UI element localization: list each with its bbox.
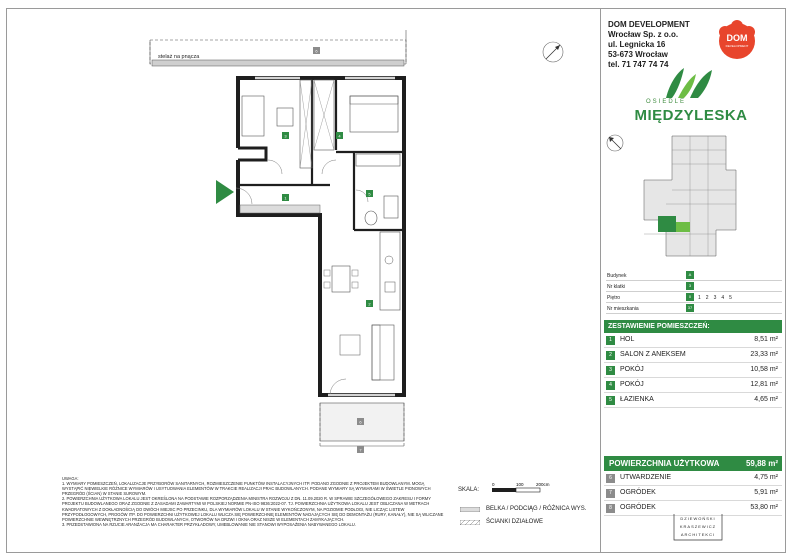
coffee-table [340, 335, 360, 355]
bed-room-3 [242, 96, 264, 136]
bathtub [356, 154, 400, 166]
scale-label: SKALA: [458, 487, 480, 493]
brand-small: OSIEDLE [646, 99, 687, 105]
beam [240, 205, 320, 213]
notes-title: UWAGA: [62, 476, 79, 481]
apartment-highlight [658, 216, 676, 232]
logo-subtext: DEVELOPMENT [725, 44, 749, 48]
toilet [365, 211, 377, 225]
bed-room-4 [350, 96, 398, 132]
dom-development-logo [716, 20, 758, 62]
sofa [372, 325, 394, 380]
room-row: 2 SALON Z ANEKSEM 23,33 m² [604, 348, 782, 363]
sheet-divider [600, 8, 601, 553]
outdoor-row: 6 UTWARDZENIE 4,75 m² [604, 471, 782, 486]
compass-icon [543, 42, 563, 62]
note-3: 3. PRZEDSTAWIONA NA RZUCIE ARANŻACJA MA CHARAKTER PRZYKŁADOWY, UMEBLOWANIE NIE STANOWI WYPOSAŻENIA NABYWANEGO LOKALU. [62, 521, 356, 527]
info-row-building: Budynek A [606, 270, 782, 281]
desk-room-3 [277, 108, 293, 126]
architect-logo [672, 512, 724, 542]
notes [62, 476, 444, 527]
outdoor-row: 7 OGRÓDEK 5,91 m² [604, 486, 782, 501]
note-2: 2. POWIERZCHNIA UŻYTKOWA LOKALU JEST OKREŚLONA NA PODSTAWIE ROZPORZĄDZENIA MINISTRA ROZWOJU Z DN. 11.09.2020 R. W SPRAWIE SZCZEGÓŁOWEGO ZAKRESU I FORMY PROJEKTU BUDOWLANEGO ORAZ ZGODNIE Z ZASADAMI ZAWARTYMI W POLSKIEJ NORMIE PN-ISO 9836:2022-07. TJ. POWIERZCHNIA UŻYTKOWA LOKALU JEST OBLICZANA W METRACH KWADRATOWYCH Z DOKŁADNOŚCIĄ DO DWÓCH MIEJSC PO PRZECINKU, DLA WYMIARÓW LOKALU W STANIE WYKOŃCZONYM, NA POZIOMIE PODŁOGI, NIE LICZĄC LISTEW PRZYPODŁOGOWYCH, PROGÓW ITP. DO POWIERZCHNI UŻYTKOWEJ LOKALU WLICZA SIĘ POWIERZCHNIĘ ELEMENTÓW NADAJĄCYCH SIĘ DO DEMONTAŻU (RURY, KANAŁY), NIE SĄ WLICZANE POWIERZCHNIE WEWNĘTRZNYCH PRZEGRÓD BUDOWLANYCH, OTWORÓW NA DRZWI I OKNA ORAZ NISZE W ELEMENTACH ZAMYKAJĄCYCH. [62, 496, 444, 522]
company-info [608, 20, 690, 70]
room-number-3: 3 [284, 133, 287, 139]
room-number-8: 6 [315, 48, 318, 54]
info-row-floor: Piętro 0 1 2 3 4 5 [606, 292, 782, 303]
room-number-4: 4 [338, 133, 341, 139]
building-minimap [636, 130, 782, 260]
entrance-arrow-icon [216, 180, 234, 204]
floor-list: 1 2 3 4 5 [698, 295, 732, 301]
note-1: 1. WYMIARY POMIESZCZEŃ, LOKALIZACJE PRZYBORÓW SANITARNYCH, ROZMIESZCZENIE PUNKTÓW INSTALACYJNYCH ITP. PODANO ZGODNIE Z PROJEKTEM BUDOWLANYM. MOGĄ WYSTĄPIĆ NIEWIELKIE RÓŻNICE WYMIARÓW I USYTUOWANIA ELEMENTÓW W TRAKCIE REALIZACJI PRAC BUDOWLANYCH. PODANE WYMIARY SĄ WYMIARAMI W ŚWIETLE PIONOWYCH PRZEGRÓD (ŚCIAN) W STANIE SUROWYM. [62, 481, 431, 497]
kitchen-counter [380, 232, 400, 310]
room-row: 1 HOL 8,51 m² [604, 333, 782, 348]
room-number-2: 2 [368, 301, 371, 307]
scale-bar [490, 480, 560, 498]
washbasin [384, 196, 398, 218]
room-row: 5 ŁAZIENKA 4,65 m² [604, 393, 782, 408]
trellis [152, 60, 404, 66]
outdoor-row: 8 OGRÓDEK 53,80 m² [604, 501, 782, 516]
room-row: 4 POKÓJ 12,81 m² [604, 378, 782, 393]
usable-area-bar [604, 456, 782, 471]
trellis-label: stelaż na pnącza [158, 54, 200, 60]
rooms-header: ZESTAWIENIE POMIESZCZEŃ: [604, 320, 782, 333]
outdoor-list [604, 471, 782, 516]
architect-line1: DZIEWOŃSKI [680, 516, 716, 521]
room-number-7: 7 [359, 447, 362, 453]
company-street: ul. Legnicka 16 [608, 40, 666, 49]
company-city: 53-673 Wrocław [608, 50, 668, 59]
room-number-5: 5 [368, 191, 371, 197]
room-number-6: 6 [359, 419, 362, 425]
svg-text:200cm: 200cm [536, 482, 550, 487]
architect-line2: KRASZEWICZ [679, 524, 717, 529]
info-row-apartment: Nr mieszkania 37 [606, 303, 782, 314]
usable-area-value: 59,88 m² [745, 459, 778, 468]
compass-small-icon [600, 128, 630, 158]
leaf-logo-icon [626, 64, 756, 100]
logo-text: DOM [726, 33, 748, 43]
apartment-info-table [606, 270, 782, 314]
rooms-list [604, 333, 782, 408]
brand-name: MIĘDZYLESKA [634, 107, 748, 124]
room-row: 3 POKÓJ 10,58 m² [604, 363, 782, 378]
company-name: DOM DEVELOPMENT [608, 20, 690, 29]
svg-text:100: 100 [516, 482, 524, 487]
svg-text:0: 0 [492, 482, 495, 487]
company-phone: tel. 71 747 74 74 [608, 60, 669, 69]
room-number-1: 1 [284, 195, 287, 201]
company-entity: Wrocław Sp. z o.o. [608, 30, 679, 39]
info-row-staircase: Nr klatki 3 [606, 281, 782, 292]
usable-area-label: POWIERZCHNIA UŻYTKOWA [609, 459, 720, 468]
architect-line3: ARCHITEKCI [680, 532, 716, 537]
dining-table [332, 266, 350, 292]
